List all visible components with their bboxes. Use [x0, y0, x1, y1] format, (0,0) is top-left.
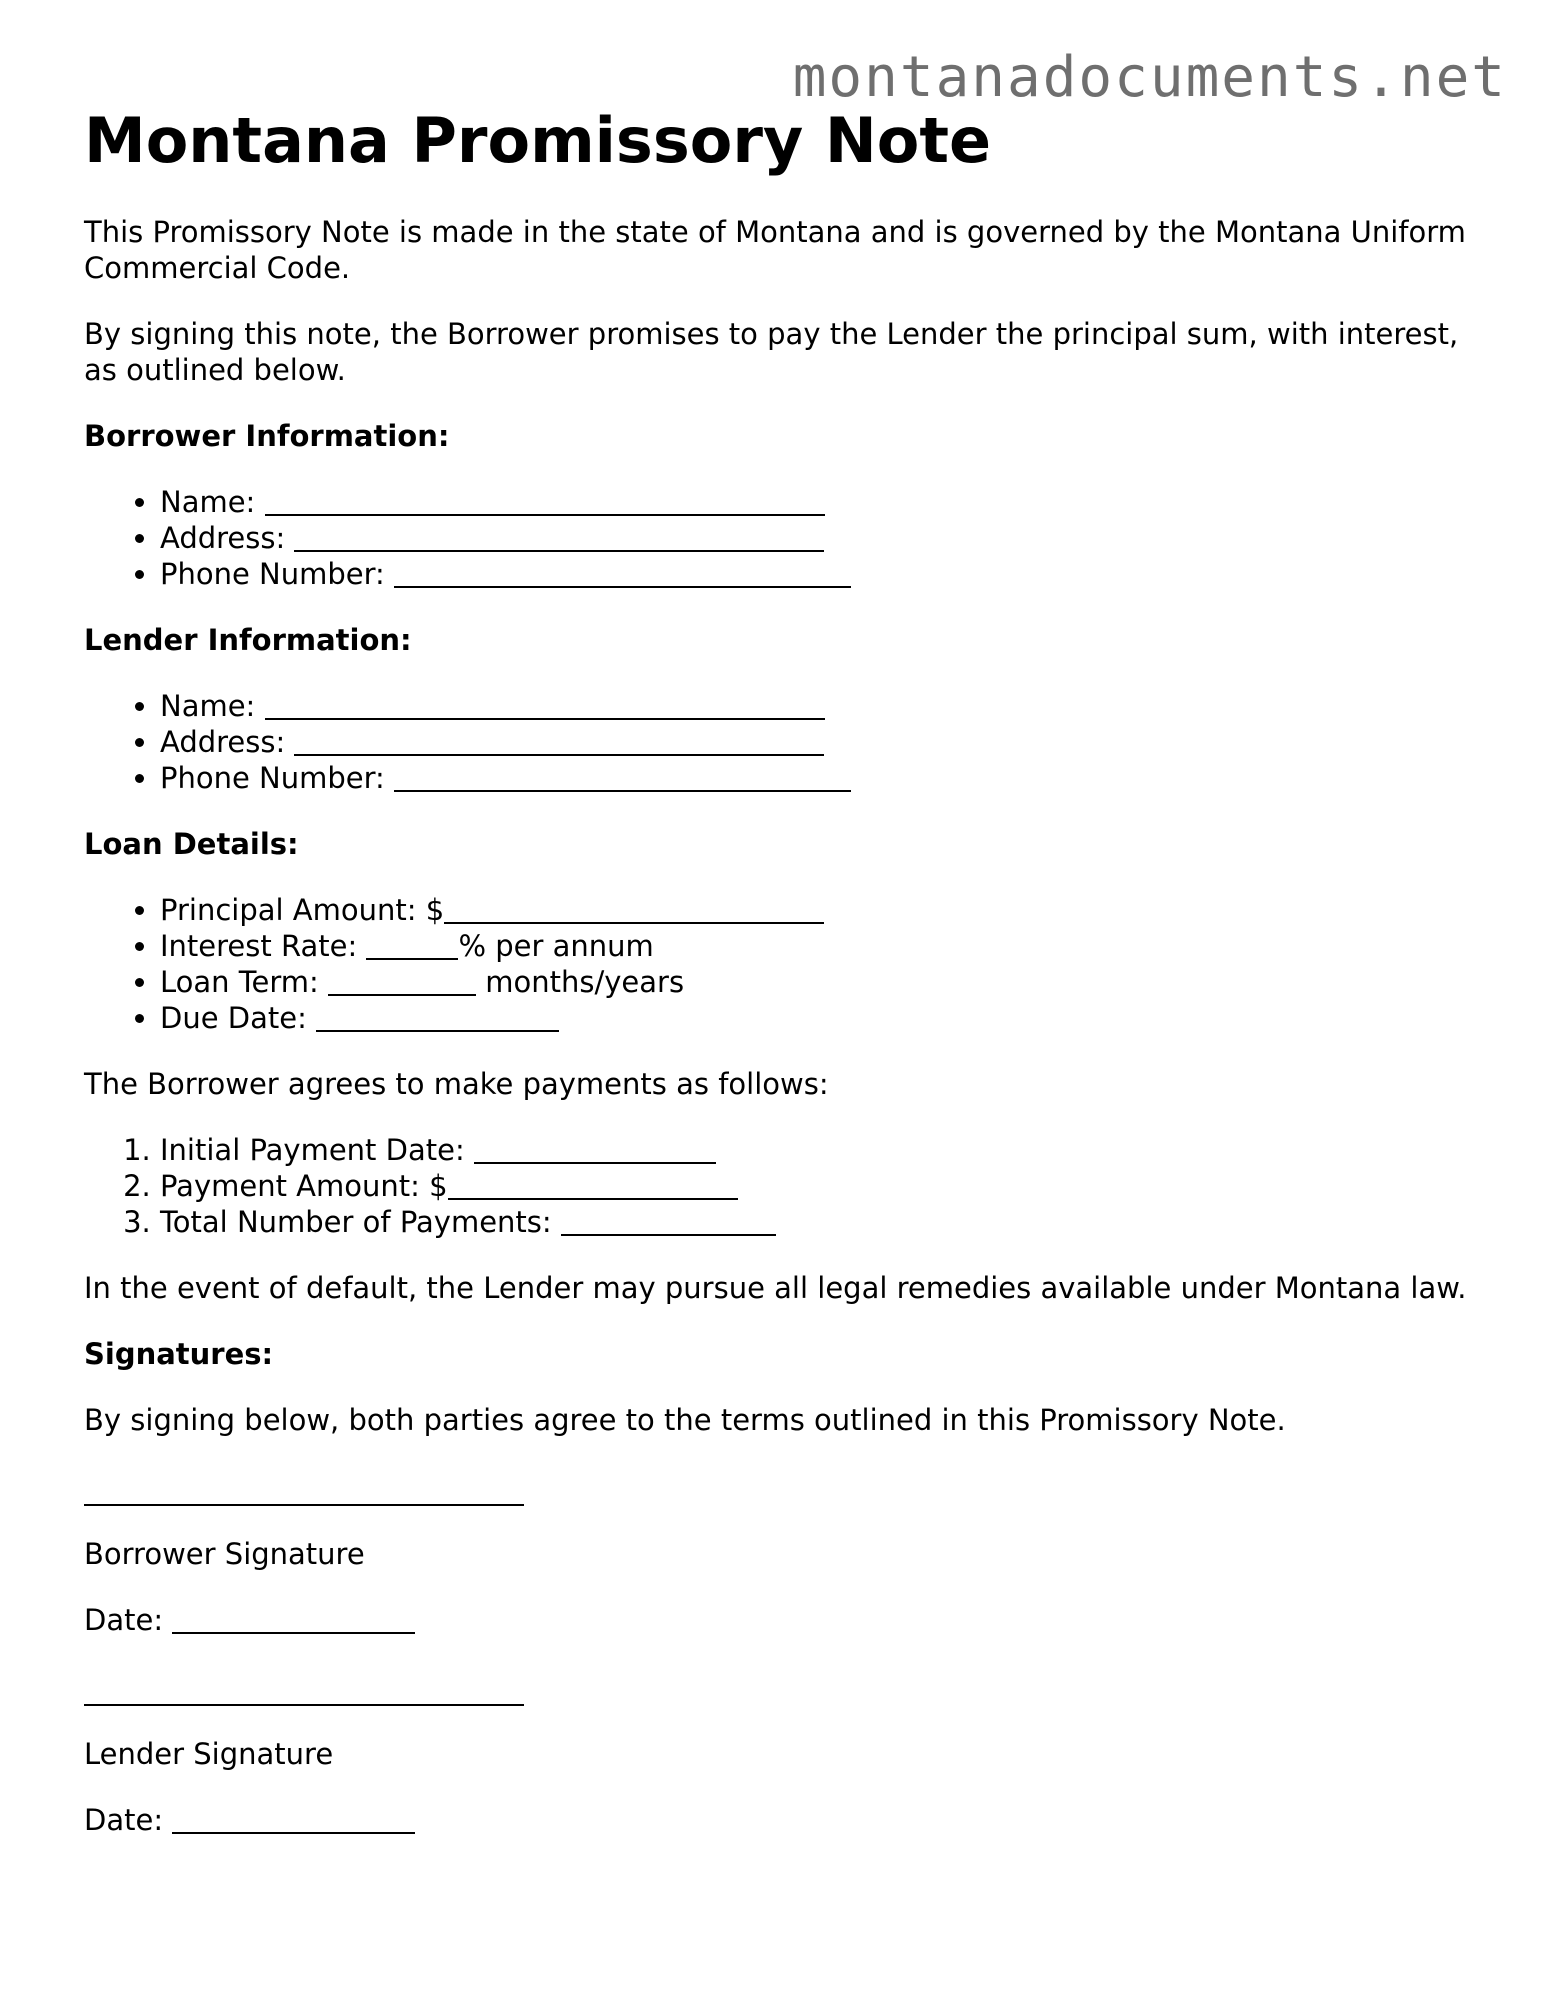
lender-phone-field[interactable]	[394, 760, 851, 792]
signatures-heading: Signatures:	[84, 1337, 274, 1372]
interest-rate-item	[160, 928, 1484, 964]
lender-address-label: Address:	[160, 725, 295, 760]
document-title: Montana Promissory Note	[84, 104, 992, 177]
lender-information-heading: Lender Information:	[84, 623, 412, 658]
interest-rate-unit: % per annum	[458, 929, 654, 964]
interest-rate-label: Interest Rate:	[160, 929, 367, 964]
principal-amount-item	[160, 892, 1484, 928]
intro-paragraph-governing-law: This Promissory Note is made in the state of Montana and is governed by the Montana Uniform Commercial Code.	[84, 215, 1466, 286]
principal-amount-field[interactable]	[444, 892, 824, 924]
borrower-phone-field[interactable]	[394, 556, 851, 588]
borrower-phone-label: Phone Number:	[160, 557, 395, 592]
lender-date-row	[84, 1802, 1484, 1838]
intro-paragraph-promise: By signing this note, the Borrower promises to pay the Lender the principal sum, with interest, as outlined below.	[84, 317, 1459, 388]
lender-signature-line[interactable]	[84, 1668, 524, 1706]
loan-term-unit: months/years	[476, 965, 685, 1000]
borrower-signature-line[interactable]	[84, 1468, 524, 1506]
initial-payment-date-item	[160, 1132, 1484, 1168]
total-payments-item	[160, 1204, 1484, 1240]
borrower-phone-item	[160, 556, 1484, 592]
borrower-name-label: Name:	[160, 485, 265, 520]
principal-amount-label: Principal Amount: $	[160, 893, 445, 928]
loan-term-label: Loan Term:	[160, 965, 329, 1000]
borrower-information-list	[84, 484, 1484, 592]
borrower-information-heading: Borrower Information:	[84, 419, 450, 454]
borrower-date-label: Date:	[84, 1603, 173, 1638]
payments-list	[84, 1132, 1484, 1240]
due-date-field[interactable]	[316, 1000, 559, 1032]
signatures-intro: By signing below, both parties agree to the terms outlined in this Promissory Note.	[84, 1403, 1286, 1438]
payment-amount-item	[160, 1168, 1484, 1204]
borrower-signature-label: Borrower Signature	[84, 1537, 365, 1572]
borrower-date-row	[84, 1602, 1484, 1638]
lender-signature-label: Lender Signature	[84, 1737, 334, 1772]
default-clause: In the event of default, the Lender may pursue all legal remedies available under Montana law.	[84, 1271, 1467, 1306]
lender-date-field[interactable]	[172, 1802, 415, 1834]
due-date-label: Due Date:	[160, 1001, 317, 1036]
lender-address-field[interactable]	[294, 724, 824, 756]
payment-amount-field[interactable]	[448, 1168, 738, 1200]
borrower-address-label: Address:	[160, 521, 295, 556]
document-page	[84, 104, 1484, 1868]
initial-payment-date-field[interactable]	[474, 1132, 716, 1164]
due-date-item	[160, 1000, 1484, 1036]
loan-details-list	[84, 892, 1484, 1036]
lender-name-field[interactable]	[265, 688, 825, 720]
initial-payment-date-label: Initial Payment Date:	[160, 1133, 474, 1168]
loan-term-item	[160, 964, 1484, 1000]
lender-date-label: Date:	[84, 1803, 173, 1838]
lender-information-list	[84, 688, 1484, 796]
total-payments-label: Total Number of Payments:	[160, 1205, 561, 1240]
payment-amount-label: Payment Amount: $	[160, 1169, 448, 1204]
borrower-name-field[interactable]	[265, 484, 825, 516]
borrower-date-field[interactable]	[172, 1602, 415, 1634]
total-payments-field[interactable]	[561, 1204, 776, 1236]
lender-address-item	[160, 724, 1484, 760]
interest-rate-field[interactable]	[366, 928, 458, 960]
lender-phone-item	[160, 760, 1484, 796]
loan-details-heading: Loan Details:	[84, 827, 299, 862]
borrower-address-item	[160, 520, 1484, 556]
borrower-name-item	[160, 484, 1484, 520]
loan-term-field[interactable]	[328, 964, 476, 996]
lender-phone-label: Phone Number:	[160, 761, 395, 796]
borrower-address-field[interactable]	[294, 520, 824, 552]
lender-name-label: Name:	[160, 689, 265, 724]
watermark: montanadocuments.net	[792, 45, 1507, 110]
payments-intro: The Borrower agrees to make payments as follows:	[84, 1067, 829, 1102]
lender-name-item	[160, 688, 1484, 724]
